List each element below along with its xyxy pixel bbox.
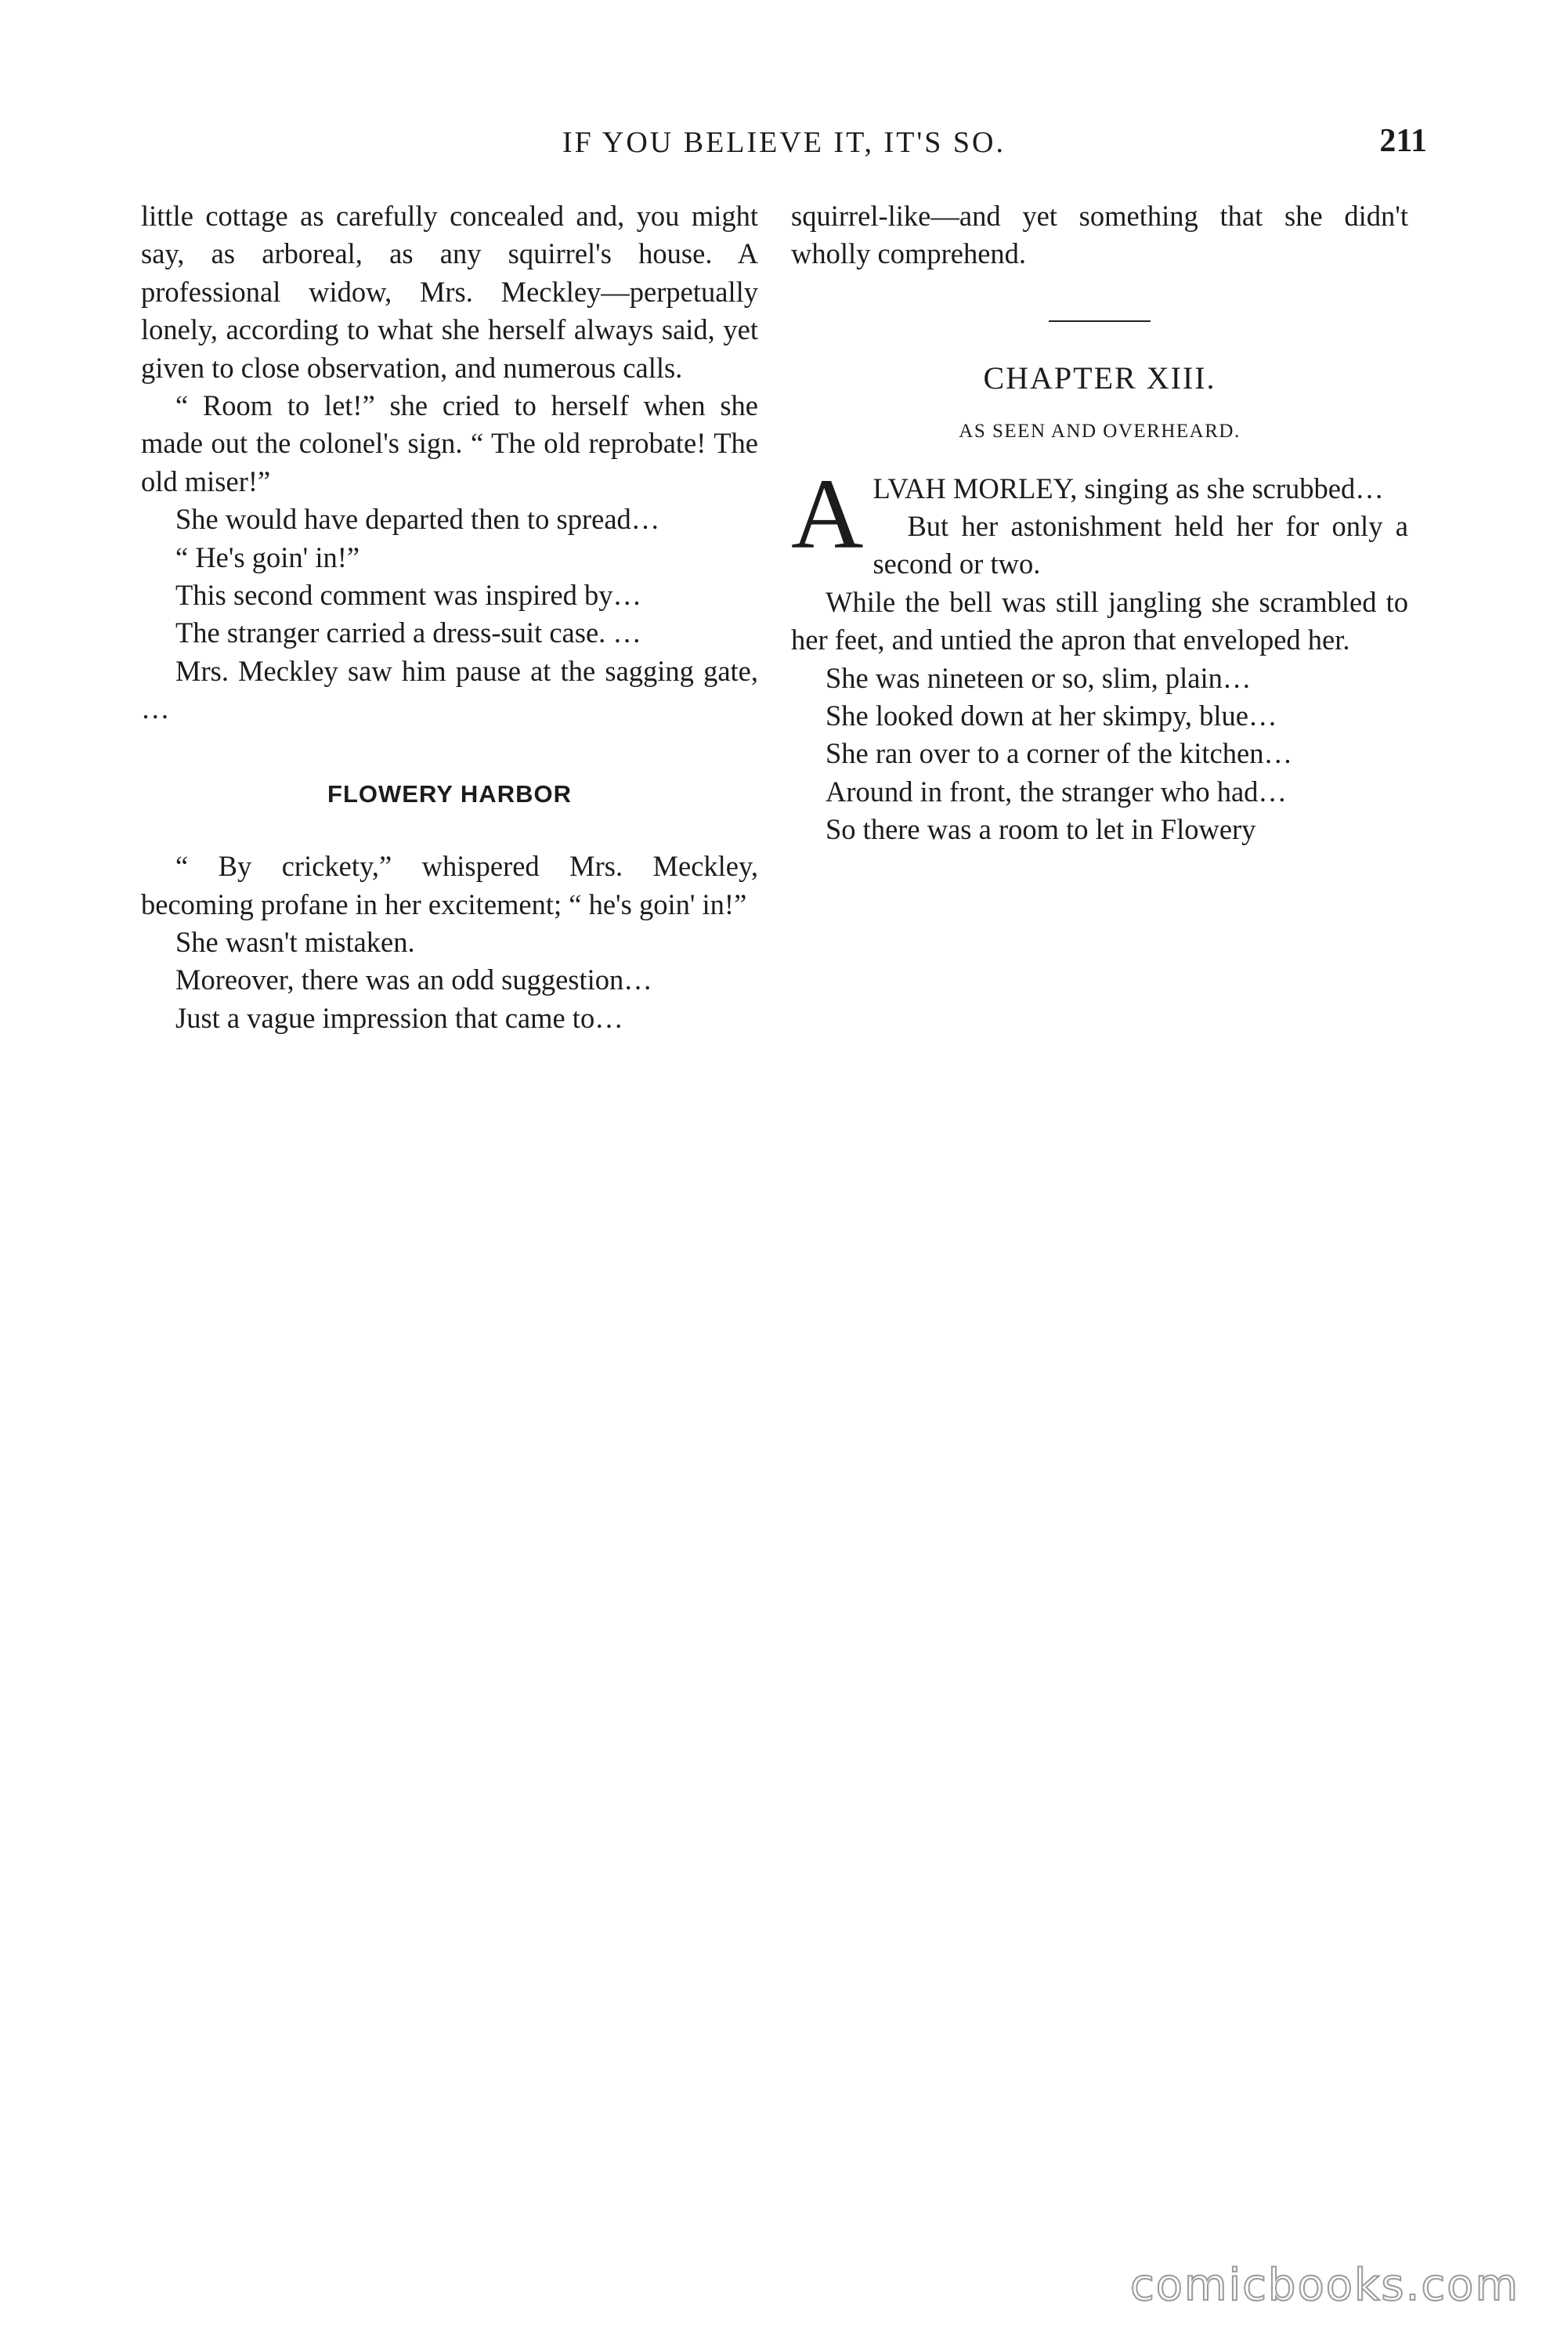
paragraph: She looked down at her skimpy, blue… xyxy=(826,700,1277,732)
paragraph: She would have departed then to spread… xyxy=(175,503,660,536)
paragraph: Just a vague impression that came to… xyxy=(175,1001,623,1034)
paragraph: “ Room to let!” she cried to herself when she made out the colonel's sign. “ The old reprobate! The old miser!” xyxy=(141,389,758,497)
chapter-subtitle: AS SEEN AND OVERHEARD. xyxy=(959,421,1241,443)
paragraph: Mrs. Meckley saw him pause at the sagging gate, … xyxy=(141,654,758,725)
paragraph: This second comment was inspired by… xyxy=(175,579,642,612)
left-column xyxy=(141,197,758,1037)
page-header xyxy=(141,118,1427,172)
page-number: 211 xyxy=(1379,123,1427,159)
paragraph: squirrel-like—and yet something that she didn't wholly comprehend. xyxy=(791,200,1408,270)
paragraph: But her astonishment held her for only a second or two. xyxy=(873,510,1408,580)
section-divider xyxy=(1049,320,1151,322)
running-title: IF YOU BELIEVE IT, IT'S SO. xyxy=(562,126,1006,159)
right-column xyxy=(791,197,1408,849)
paragraph: Around in front, the stranger who had… xyxy=(826,775,1287,808)
paragraph-text: LVAH MORLEY, singing as she scrubbed… xyxy=(873,472,1384,504)
paragraph: “ By crickety,” whispered Mrs. Meckley, becoming profane in her excitement; “ he's goin' in!” xyxy=(141,850,758,920)
paragraph: She ran over to a corner of the kitchen… xyxy=(826,737,1292,770)
chapter-heading: CHAPTER XIII. xyxy=(983,360,1216,396)
paragraph: Moreover, there was an odd suggestion… xyxy=(175,964,652,996)
sign-text: FLOWERY HARBOR xyxy=(327,779,572,808)
paragraph: little cottage as carefully concealed and, you might say, as arboreal, as any squirrel's house. A professional widow, Mrs. Meckley—perpetually lonely, according to what she herself always said, yet given to close observation, and numerous calls. xyxy=(141,200,758,384)
paragraph: She wasn't mistaken. xyxy=(175,925,415,958)
paragraph: “ He's goin' in!” xyxy=(175,540,360,573)
drop-cap: A xyxy=(791,457,864,569)
paragraph: She was nineteen or so, slim, plain… xyxy=(826,661,1252,694)
paragraph: While the bell was still jangling she scrambled to her feet, and untied the apron that enveloped her. xyxy=(791,585,1408,656)
paragraph: So there was a room to let in Flowery xyxy=(826,813,1256,846)
paragraph: The stranger carried a dress-suit case. … xyxy=(175,616,641,649)
watermark: comicbooks.com xyxy=(1129,2260,1519,2311)
